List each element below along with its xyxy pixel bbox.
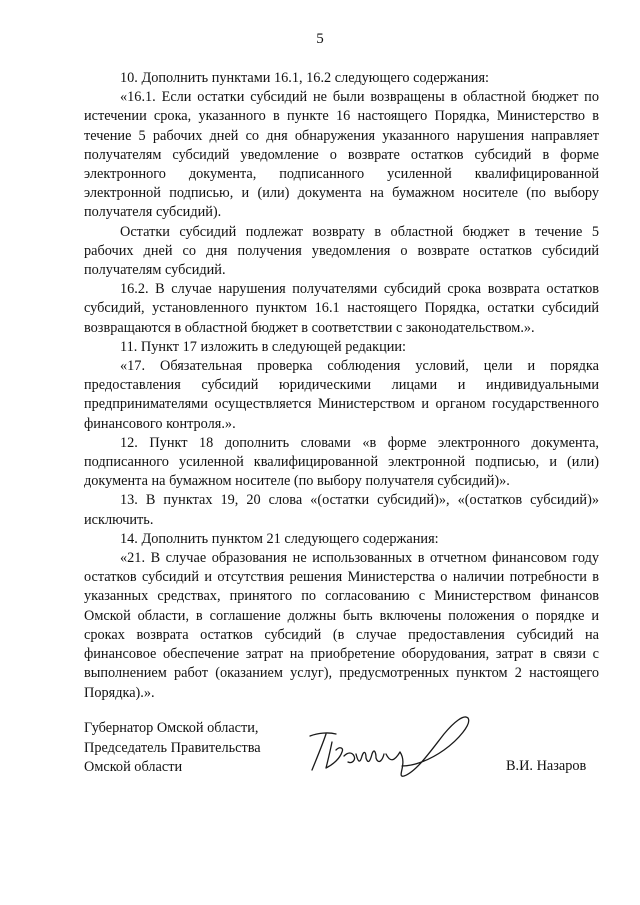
paragraph-subsidy-return: Остатки субсидий подлежат возврату в областной бюджет в течение 5 рабочих дней со дня получения уведомления о возврате остатков субсидий получателям субсидий. — [84, 223, 599, 279]
paragraph-clause-16-2: 16.2. В случае нарушения получателями субсидий срока возврата остатков субсидий, установленного пунктом 16.1 настоящего Порядка, остатки субсидий возвращаются в областной бюджет в соответствии с законодательством.». — [84, 281, 599, 336]
document-body — [84, 69, 599, 703]
paragraph-item-13: 13. В пунктах 19, 20 слова «(остатки субсидий)», «(остатков субсидий)» исключить. — [84, 492, 599, 528]
signatory-title-line: Губернатор Омской области, — [84, 720, 259, 736]
signatory-title-line: Омской области — [84, 759, 183, 775]
signatory-title-line: Председатель Правительства — [84, 739, 261, 756]
paragraph-item-12: 12. Пункт 18 дополнить словами «в форме электронного документа, подписанного усиленной квалифицированной электронной подписью, и (или) документа на бумажном носителе (по выбору получателя субсидий)». — [84, 434, 599, 490]
signatory-title — [84, 719, 261, 778]
handwritten-signature-icon — [304, 706, 474, 786]
paragraph-clause-17: «17. Обязательная проверка соблюдения условий, цели и порядка предоставления субсидий юридическими лицами и индивидуальными предпринимателями осуществляется Министерством и органом государственного финансового контроля.». — [84, 358, 599, 432]
paragraph-item-14: 14. Дополнить пунктом 21 следующего содержания: — [120, 530, 439, 547]
signer-name: В.И. Назаров — [506, 758, 587, 774]
paragraph-item-10: 10. Дополнить пунктами 16.1, 16.2 следующего содержания: — [120, 70, 489, 86]
paragraph-item-11: 11. Пункт 17 изложить в следующей редакции: — [120, 338, 407, 355]
paragraph-clause-16-1: «16.1. Если остатки субсидий не были возвращены в областной бюджет по истечении срока, указанного в пункте 16 настоящего Порядка, Министерство в течение 5 рабочих дней со дня обнаружения указанного нарушения направляет получателям субсидий уведомление о возврате остатков субсидий в форме электронного документа, подписанного усиленной квалифицированной электронной подписью, и (или) документа на бумажном носителе (по выбору получателя субсидий). — [84, 89, 599, 221]
paragraph-clause-21: «21. В случае образования не использованных в отчетном финансовом году остатков субсидий и отсутствия решения Министерства о наличии потребности в указанных средствах, принятого по согласованию с Министерством финансов Омской области, в соглашение должны быть включены положения о порядке и сроках возврата остатков субсидий (в случае предоставления субсидий на финансовое обеспечение затрат на приобретение оборудования, затрат в связи с выполнением работ (оказанием услуг), предусмотренных пунктом 2 настоящего Порядка).». — [84, 550, 599, 701]
page-number: 5 — [316, 31, 324, 47]
